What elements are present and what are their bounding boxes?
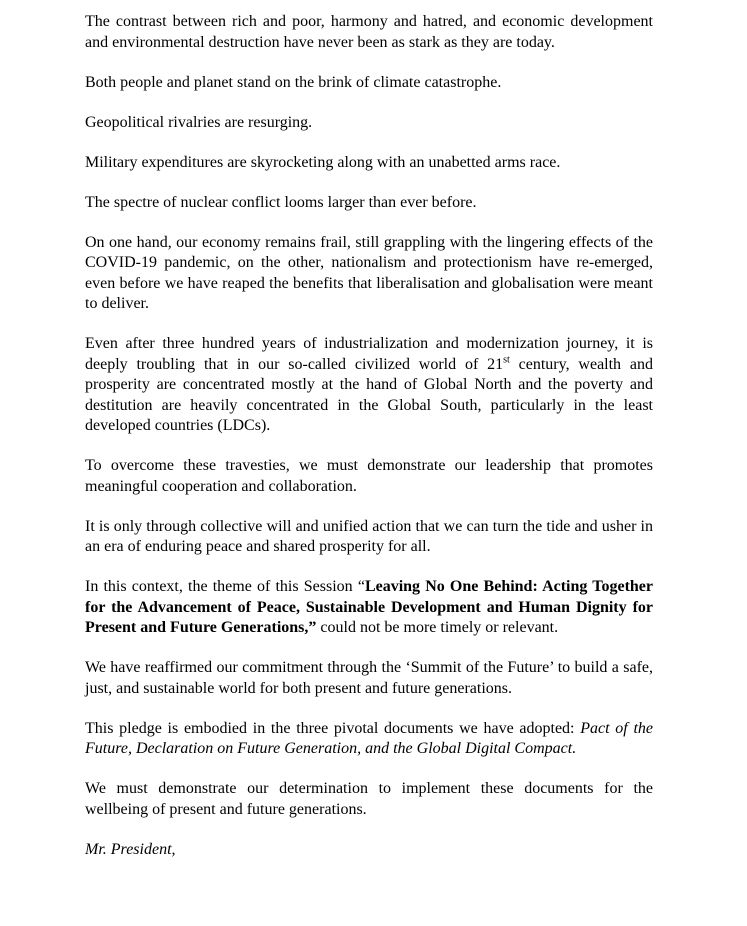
paragraph-collective-action: It is only through collective will and unified action that we can turn the tide and usher in an era of enduring peace and shared prosperity for all. [85, 517, 653, 555]
paragraph-military: Military expenditures are skyrocketing along with an unabetted arms race. [85, 153, 561, 171]
pledge-documents: Pact of the Future, Declaration on Future Generation, and the Global Digital Compact. [85, 719, 653, 757]
session-theme-intro: In this context, the theme of this Session “ [85, 578, 365, 595]
paragraph-industrialization [85, 334, 653, 437]
pledge-intro: This pledge is embodied in the three pivotal documents we have adopted: [85, 719, 581, 737]
paragraph-pledge [85, 719, 653, 760]
paragraph-summit: We have reaffirmed our commitment through the ‘Summit of the Future’ to build a safe, just, and sustainable world for both present and future generations. [85, 659, 653, 697]
ordinal-superscript: st [503, 354, 510, 366]
document-page [85, 12, 653, 880]
paragraph-session-theme [85, 577, 653, 639]
paragraph-geopolitics: Geopolitical rivalries are resurging. [85, 113, 313, 131]
paragraph-economy: On one hand, our economy remains frail, still grappling with the lingering effects of the COVID-19 pandemic, on the other, nationalism and protectionism have re-emerged, even before we have reaped the benefits that liberalisation and globalisation were meant to deliver. [85, 233, 653, 312]
industrialization-text-start: Even after three hundred years of industrialization and modernization journey, it is deeply troubling that in our so-called civilized world of 21 [85, 335, 653, 373]
industrialization-text-end: century, wealth and prosperity are concentrated mostly at the hand of Global North and the poverty and destitution are heavily concentrated in the Global South, particularly in the least developed countries (LDCs). [85, 355, 654, 434]
salutation: Mr. President, [85, 840, 176, 858]
paragraph-determination: We must demonstrate our determination to implement these documents for the wellbeing of present and future generations. [85, 780, 653, 818]
paragraph-nuclear: The spectre of nuclear conflict looms larger than ever before. [85, 193, 477, 211]
paragraph-climate: Both people and planet stand on the brink of climate catastrophe. [85, 73, 502, 91]
session-theme-title: Leaving No One Behind: Acting Together for the Advancement of Peace, Sustainable Development and Human Dignity for Present and Future Generations,” [85, 578, 654, 636]
session-theme-outro: could not be more timely or relevant. [316, 619, 559, 636]
paragraph-contrast: The contrast between rich and poor, harmony and hatred, and economic development and environmental destruction have never been as stark as they are today. [85, 13, 653, 51]
paragraph-leadership: To overcome these travesties, we must demonstrate our leadership that promotes meaningful cooperation and collaboration. [85, 457, 653, 495]
